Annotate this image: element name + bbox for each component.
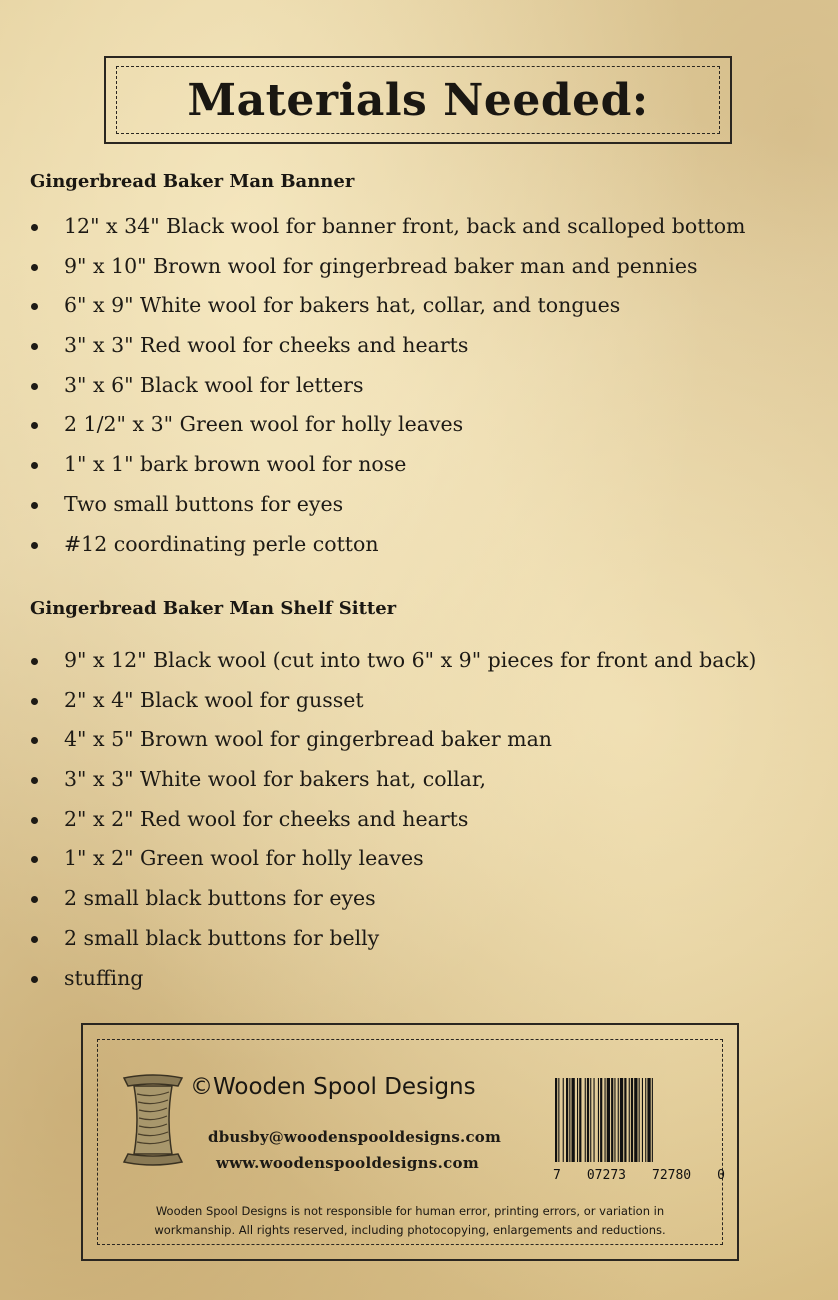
list-item-text: 1" x 1" bark brown wool for nose <box>64 452 407 477</box>
bullet-icon <box>31 698 38 705</box>
list-item-text: stuffing <box>64 965 144 990</box>
list-item <box>0 839 838 879</box>
barcode-digits <box>553 1168 725 1183</box>
list-item <box>0 720 838 760</box>
spool-of-thread-icon <box>118 1070 188 1170</box>
barcode-bar <box>611 1078 613 1162</box>
barcode-bar <box>598 1078 599 1162</box>
website-link[interactable]: www.woodenspooldesigns.com <box>216 1154 479 1172</box>
barcode-bar <box>639 1078 640 1162</box>
list-item-text: 1" x 2" Green wool for holly leaves <box>64 846 424 871</box>
barcode-digit-group: 72780 <box>652 1168 692 1183</box>
disclaimer-line: workmanship. All rights reserved, including photocopying, enlargements and reductions. <box>154 1223 666 1237</box>
barcode-bar <box>624 1078 626 1162</box>
list-item <box>0 485 838 525</box>
list-item <box>0 760 838 800</box>
barcode-bar <box>590 1078 591 1162</box>
list-item <box>0 326 838 366</box>
list-item-text: 2 small black buttons for belly <box>64 925 380 950</box>
barcode-bar <box>614 1078 615 1162</box>
list-item-text: Two small buttons for eyes <box>64 491 344 516</box>
barcode <box>553 1078 725 1188</box>
list-item-text: 6" x 9" White wool for bakers hat, collar, and tongues <box>64 293 621 318</box>
list-item-text: 2" x 4" Black wool for gusset <box>64 687 364 712</box>
list-item <box>0 959 838 999</box>
barcode-bar <box>607 1078 610 1162</box>
page-title: Materials Needed: <box>187 74 649 126</box>
list-item-text: 2 1/2" x 3" Green wool for holly leaves <box>64 412 464 437</box>
list-item-text: 3" x 6" Black wool for letters <box>64 372 364 397</box>
bullet-icon <box>31 777 38 784</box>
barcode-digit-group: 07273 <box>586 1168 626 1183</box>
bullet-icon <box>31 343 38 350</box>
disclaimer-line: Wooden Spool Designs is not responsible for human error, printing errors, or variation in <box>155 1204 665 1218</box>
list-item <box>0 681 838 721</box>
list-item <box>0 800 838 840</box>
barcode-bar <box>566 1078 568 1162</box>
barcode-bar <box>585 1078 586 1162</box>
barcode-digit-group: 7 <box>553 1168 561 1183</box>
bullet-icon <box>31 462 38 469</box>
barcode-bar <box>620 1078 623 1162</box>
barcode-bars <box>553 1078 725 1166</box>
bullet-icon <box>31 936 38 943</box>
barcode-bar <box>634 1078 637 1162</box>
footer-box <box>81 1023 739 1261</box>
footer-inner-border <box>97 1039 723 1245</box>
list-item-text: 4" x 5" Brown wool for gingerbread baker man <box>64 727 553 752</box>
list-item-text: #12 coordinating perle cotton <box>64 531 379 556</box>
barcode-bar <box>594 1078 595 1162</box>
list-item <box>0 207 838 247</box>
list-item <box>0 366 838 406</box>
list-item <box>0 445 838 485</box>
barcode-bar <box>631 1078 633 1162</box>
disclaimer <box>116 1202 704 1240</box>
barcode-bar <box>572 1078 575 1162</box>
email-link[interactable]: dbusby@woodenspooldesigns.com <box>208 1128 502 1146</box>
bullet-icon <box>31 303 38 310</box>
list-item-text: 9" x 10" Brown wool for gingerbread baker man and pennies <box>64 253 698 278</box>
barcode-bar <box>647 1078 650 1162</box>
list-item <box>0 286 838 326</box>
list-item <box>0 247 838 287</box>
barcode-bar <box>563 1078 564 1162</box>
barcode-bar <box>645 1078 646 1162</box>
barcode-bar <box>577 1078 578 1162</box>
list-item-text: 9" x 12" Black wool (cut into two 6" x 9" pieces for front and back) <box>64 648 757 672</box>
list-item <box>0 405 838 445</box>
shelf-sitter-materials-list <box>0 641 838 998</box>
barcode-bar <box>642 1078 643 1162</box>
banner-heading: Gingerbread Baker Man Banner <box>30 171 355 192</box>
banner-materials-list <box>0 207 838 564</box>
barcode-bar <box>558 1078 559 1162</box>
barcode-bar <box>605 1078 606 1162</box>
list-item <box>0 919 838 959</box>
barcode-digit-group: 0 <box>717 1168 725 1183</box>
bullet-icon <box>31 264 38 271</box>
barcode-bar <box>652 1078 653 1162</box>
barcode-bar <box>618 1078 619 1162</box>
bullet-icon <box>31 976 38 983</box>
bullet-icon <box>31 856 38 863</box>
bullet-icon <box>31 383 38 390</box>
list-item <box>0 879 838 919</box>
barcode-bar <box>579 1078 581 1162</box>
list-item-text: 3" x 3" White wool for bakers hat, collar, <box>64 767 486 792</box>
bullet-icon <box>31 224 38 231</box>
barcode-bar <box>629 1078 630 1162</box>
bullet-icon <box>31 817 38 824</box>
bullet-icon <box>31 502 38 509</box>
list-item <box>0 525 838 565</box>
list-item-text: 3" x 3" Red wool for cheeks and hearts <box>64 333 469 358</box>
bullet-icon <box>31 542 38 549</box>
shelf-sitter-heading: Gingerbread Baker Man Shelf Sitter <box>30 598 397 619</box>
copyright-text: ©Wooden Spool Designs <box>190 1074 476 1100</box>
list-item <box>0 641 838 681</box>
barcode-bar <box>587 1078 589 1162</box>
barcode-bar <box>555 1078 557 1162</box>
title-inner-border <box>116 66 720 134</box>
bullet-icon <box>31 737 38 744</box>
bullet-icon <box>31 658 38 665</box>
list-item-text: 2 small black buttons for eyes <box>64 886 376 911</box>
bullet-icon <box>31 896 38 903</box>
barcode-bar <box>600 1078 602 1162</box>
bullet-icon <box>31 422 38 429</box>
list-item-text: 12" x 34" Black wool for banner front, back and scalloped bottom <box>64 214 746 238</box>
barcode-bar <box>569 1078 570 1162</box>
list-item-text: 2" x 2" Red wool for cheeks and hearts <box>64 806 469 831</box>
title-box <box>104 56 732 144</box>
